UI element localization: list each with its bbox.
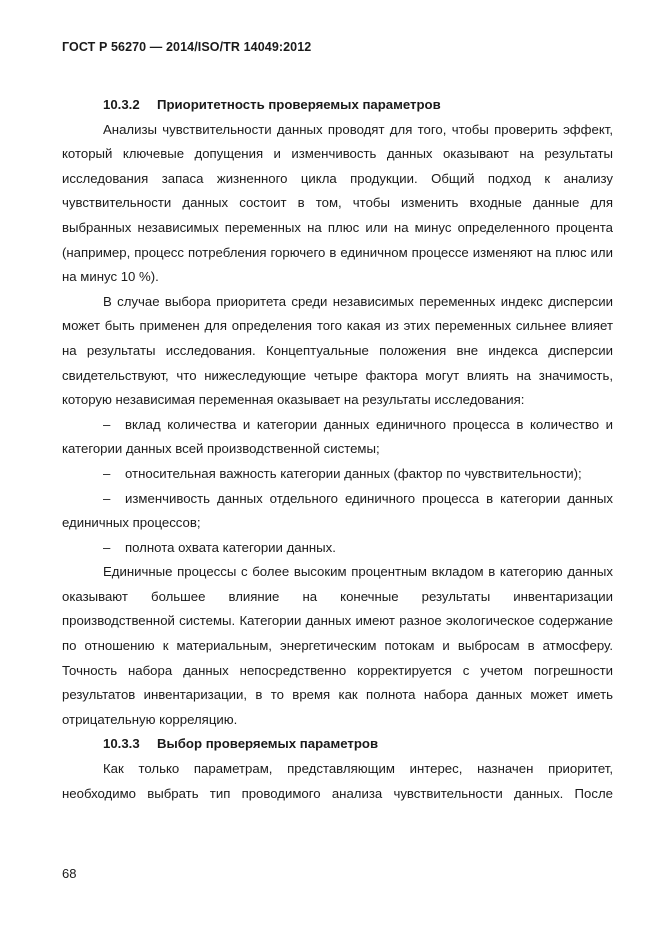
paragraph: В случае выбора приоритета среди независимых переменных индекс дисперсии может быть применен для определения того какая из этих переменных сильнее влияет на результаты исследования. Концептуальные положения вне индекса дисперсии свидетельствуют, что нижеследующие четыре фактора могут влиять на значимость, которую независимая переменная оказывает на результаты исследования: [62,293,613,408]
list-item-text: полнота охвата категории данных. [125,539,336,555]
section-heading-10-3-2 [103,93,613,118]
paragraph: Как только параметрам, представляющим интерес, назначен приоритет, необходимо выбрать тип проводимого анализа чувствительности данных. После [62,761,613,801]
paragraph: Анализы чувствительности данных проводят для того, чтобы проверить эффект, который ключевые допущения и изменчивость данных оказывают на результаты исследования запаса жизненного цикла продукции. Общий подход к анализу чувствительности данных состоит в том, чтобы изменить входные данные для выбранных независимых переменных на плюс или на минус определенного процента (например, процесс потребления горючего в единичном процессе изменяют на плюс или на минус 10 %). [62,121,613,285]
section-title: Выбор проверяемых параметров [157,736,379,752]
section-heading-10-3-3 [103,732,613,757]
dash-bullet: – [103,465,111,481]
dash-bullet: – [103,539,111,555]
document-header: ГОСТ Р 56270 — 2014/ISO/TR 14049:2012 [62,40,312,54]
list-item [62,487,613,536]
list-item [62,536,613,561]
page-number: 68 [62,866,77,881]
paragraph: Единичные процессы с более высоким процентным вкладом в категорию данных оказывают большее влияние на конечные результаты инвентаризации производственной системы. Категории данных имеют разное экологическое содержание по отношению к материальным, энергетическим потокам и выбросам в атмосферу. Точность набора данных непосредственно корректируется с учетом погрешности результатов инвентаризации, в то время как полнота набора данных может иметь отрицательную корреляцию. [62,564,613,727]
list-item [62,462,613,487]
list-item-text: относительная важность категории данных (фактор по чувствительности); [125,465,582,481]
page-content [62,93,613,806]
list-item-text: изменчивость данных отдельного единичного процесса в категории данных единичных процессов; [62,490,613,531]
dash-bullet: – [103,416,111,432]
section-title: Приоритетность проверяемых параметров [157,97,441,112]
list-item [62,413,613,462]
section-number: 10.3.3 [103,736,140,752]
list-item-text: вклад количества и категории данных единичного процесса в количество и категории данных всей производственной системы; [62,416,613,457]
dash-bullet: – [103,490,111,506]
section-number: 10.3.2 [103,97,140,112]
